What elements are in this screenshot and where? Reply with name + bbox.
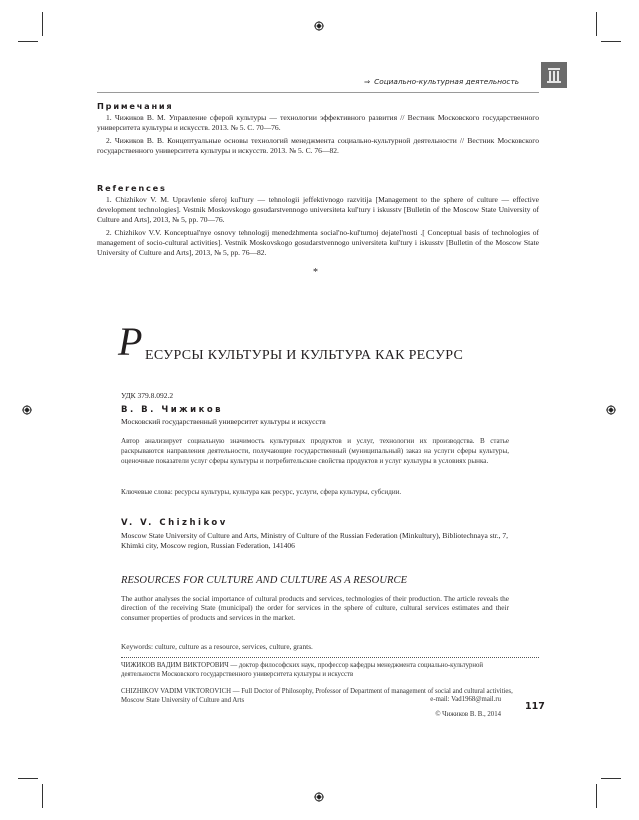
author-name-en: V. V. Chizhikov [121,518,228,528]
registration-mark-icon [606,405,616,415]
crop-mark [18,41,38,42]
crop-mark [18,778,38,779]
affiliation-ru: Московский государственный университет культуры и искусств [121,417,326,426]
affiliation-en: Moscow State University of Culture and Arts, Ministry of Culture of the Russian Federation (Minkultury), Bibliotechnaya str., 7, Khimki city, Moscow region, Russian Federation, 141406 [121,531,509,550]
note-text: 1. Чижиков В. М. Управление сферой культуры — технологии эффективного развития // Вестник Московского государственного университета культуры и искусств. 2013. № 5. С. 70—76. [97,113,539,133]
author-bio-ru: ЧИЖИКОВ ВАДИМ ВИКТОРОВИЧ — доктор философских наук, профессор кафедры менеджмента социально-культурной деятельности Московского государственного университета культуры и искусств [121,662,484,678]
journal-logo-icon [541,62,567,88]
crop-mark [596,12,597,36]
abstract-ru: Автор анализирует социальную значимость культурных продуктов и услуг, технологии их производства. В статье раскрываются направления деятельности, получающие государственный (муниципальный) заказ на услуги сферы культуры, оценочные показатели услуг сферы культуры и потребительские свойства продуктов и услуг культуры в условиях рынка. [121,437,509,466]
registration-mark-icon [314,792,324,802]
section-label: Социально-культурная деятельность [374,77,519,86]
registration-mark-icon [22,405,32,415]
keywords-ru: Ключевые слова: ресурсы культуры, культура как ресурс, услуги, сфера культуры, субсидии. [121,488,402,496]
page-number: 117 [525,701,545,712]
title-initial: Р [118,319,143,364]
article-title-en: RESOURCES FOR CULTURE AND CULTURE AS A RESOURCE [121,575,408,586]
section-title [364,77,519,86]
abstract-en: The author analyses the social importance of cultural products and services, technologies of their production. The article reveals the direction of the receiving State (municipal) the order for services in the sphere of culture, cultural services estimates and their consumer properties of products and services in the market. [121,594,509,622]
copyright: © Чижиков В. В., 2014 [435,711,501,718]
reference-text: 1. Chizhikov V. M. Upravlenie sferoj kul'tury — tehnologii jeffektivnogo razvitija [Management to the sphere of culture — effective development technologies]. Vestnik Moskovskogo gosudarstvennogo universiteta kul'tury i iskusstv [Bulletin of the Moscow State University of Culture and Arts], 2013, № 5, pp. 70—76. [97,195,539,225]
udk-code: УДК 379.8.092.2 [121,391,174,400]
note-item [97,136,539,156]
running-header [97,72,539,93]
article-title-ru: ЕСУРСЫ КУЛЬТУРЫ И КУЛЬТУРА КАК РЕСУРС [145,348,464,363]
note-item [97,113,539,133]
arrow-right-icon: ⇒ [364,77,371,86]
author-name-ru: В. В. Чижиков [121,405,224,415]
reference-item [97,195,539,225]
author-email: e-mail: Vad1968@mail.ru [430,696,501,703]
note-text: 2. Чижиков В. В. Концептуальные основы технологий менеджмента социально-культурной деятельности // Вестник Московского государственного университета культуры и искусств. 2013. № 5. С. 76—82. [97,136,539,156]
crop-mark [601,41,621,42]
author-bio-en: CHIZHIKOV VADIM VIKTOROVICH — Full Doctor of Philosophy, Professor of Department of management of social and cultural activities, Moscow State University of Culture and Arts [121,688,513,704]
references-heading: References [97,183,167,193]
section-separator: * [313,267,318,278]
keywords-en: Keywords: culture, culture as a resource, services, culture, grants. [121,642,313,651]
crop-mark [42,12,43,36]
reference-text: 2. Chizhikov V.V. Konceptual'nye osnovy tehnologij menedzhmenta social'no-kul'turnoj dejatel'nosti .[ Conceptual basis of technologies of management of socio-cultural activities]. Vestnik Moskovskogo gosudarstvennogo universiteta kul'tury i iskusstv [Bulletin of the Moscow State University of Culture and Arts], 2013, № 5, pp. 76—82. [97,228,539,258]
notes-heading: Примечания [97,101,174,111]
footer-divider [121,657,539,658]
crop-mark [601,778,621,779]
registration-mark-icon [314,21,324,31]
crop-mark [42,784,43,808]
crop-mark [596,784,597,808]
reference-item [97,228,539,258]
